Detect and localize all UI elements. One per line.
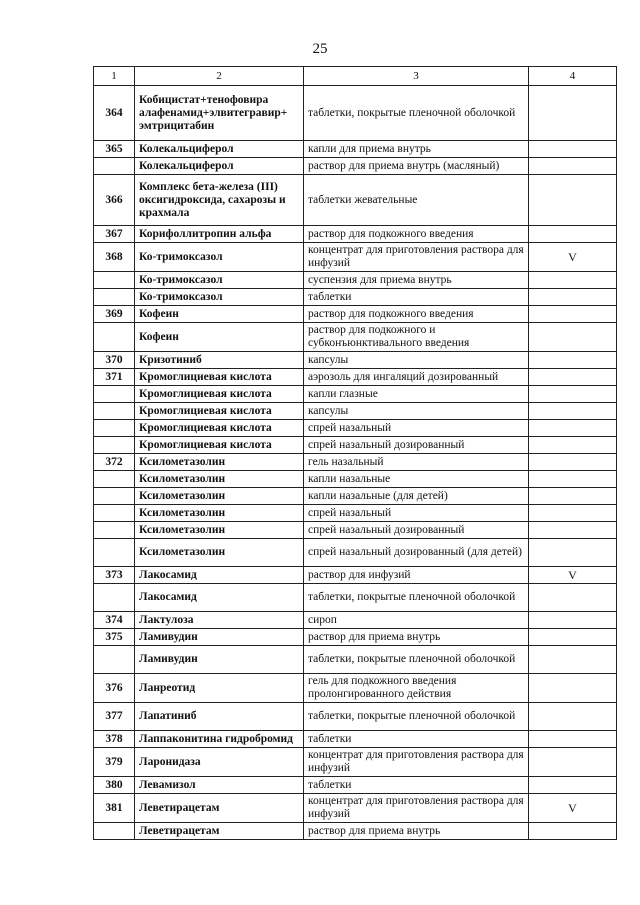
table-row <box>94 471 617 488</box>
dosage-form-cell: таблетки, покрытые пленочной оболочкой <box>304 646 529 674</box>
dosage-form-cell: капли назальные (для детей) <box>304 488 529 505</box>
dosage-form-cell: раствор для приема внутрь <box>304 823 529 840</box>
header-col-1: 1 <box>94 67 135 86</box>
dosage-form-cell: капсулы <box>304 352 529 369</box>
row-number-cell: 365 <box>94 141 135 158</box>
drug-name-cell: Лактулоза <box>135 612 304 629</box>
table-row <box>94 175 617 226</box>
drug-name-cell: Комплекс бета-железа (III) оксигидроксида, сахарозы и крахмала <box>135 175 304 226</box>
dosage-form-cell: раствор для приема внутрь <box>304 629 529 646</box>
drug-name-cell: Кромоглициевая кислота <box>135 403 304 420</box>
table-row <box>94 323 617 352</box>
mark-cell <box>529 352 617 369</box>
row-number-cell: 374 <box>94 612 135 629</box>
dosage-form-cell: спрей назальный <box>304 505 529 522</box>
row-number-cell <box>94 488 135 505</box>
table-row <box>94 369 617 386</box>
drug-name-cell: Ксилометазолин <box>135 471 304 488</box>
drug-name-cell: Левамизол <box>135 777 304 794</box>
row-number-cell: 369 <box>94 306 135 323</box>
drug-name-cell: Кромоглициевая кислота <box>135 369 304 386</box>
table-row <box>94 794 617 823</box>
drug-name-cell: Кризотиниб <box>135 352 304 369</box>
row-number-cell <box>94 403 135 420</box>
dosage-form-cell: спрей назальный дозированный <box>304 522 529 539</box>
table-row <box>94 141 617 158</box>
row-number-cell: 381 <box>94 794 135 823</box>
drug-name-cell: Кромоглициевая кислота <box>135 420 304 437</box>
mark-cell: V <box>529 567 617 584</box>
table-row <box>94 86 617 141</box>
row-number-cell: 378 <box>94 731 135 748</box>
dosage-form-cell: сироп <box>304 612 529 629</box>
mark-cell <box>529 748 617 777</box>
dosage-form-cell: концентрат для приготовления раствора для инфузий <box>304 748 529 777</box>
row-number-cell <box>94 289 135 306</box>
table-row <box>94 243 617 272</box>
mark-cell <box>529 175 617 226</box>
table-row <box>94 703 617 731</box>
page-number: 25 <box>312 41 328 57</box>
drug-name-cell: Леветирацетам <box>135 823 304 840</box>
row-number-cell <box>94 522 135 539</box>
mark-cell <box>529 488 617 505</box>
row-number-cell: 364 <box>94 86 135 141</box>
row-number-cell: 373 <box>94 567 135 584</box>
mark-cell <box>529 777 617 794</box>
dosage-form-cell: таблетки <box>304 777 529 794</box>
mark-cell <box>529 86 617 141</box>
drug-name-cell: Ксилометазолин <box>135 454 304 471</box>
drug-name-cell: Кромоглициевая кислота <box>135 386 304 403</box>
drug-name-cell: Лаппаконитина гидробромид <box>135 731 304 748</box>
mark-cell <box>529 403 617 420</box>
mark-cell <box>529 420 617 437</box>
drug-name-cell: Ко-тримоксазол <box>135 272 304 289</box>
table-row <box>94 505 617 522</box>
drug-name-cell: Ларонидаза <box>135 748 304 777</box>
table-row <box>94 420 617 437</box>
table-row <box>94 612 617 629</box>
table-row <box>94 584 617 612</box>
mark-cell <box>529 612 617 629</box>
drug-name-cell: Корифоллитропин альфа <box>135 226 304 243</box>
dosage-form-cell: таблетки <box>304 289 529 306</box>
table-row <box>94 629 617 646</box>
row-number-cell: 377 <box>94 703 135 731</box>
row-number-cell <box>94 471 135 488</box>
drug-name-cell: Лакосамид <box>135 584 304 612</box>
mark-cell <box>529 386 617 403</box>
drug-name-cell: Кромоглициевая кислота <box>135 437 304 454</box>
mark-cell <box>529 141 617 158</box>
dosage-form-cell: раствор для приема внутрь (масляный) <box>304 158 529 175</box>
row-number-cell: 375 <box>94 629 135 646</box>
row-number-cell: 376 <box>94 674 135 703</box>
dosage-form-cell: раствор для инфузий <box>304 567 529 584</box>
drug-name-cell: Ксилометазолин <box>135 539 304 567</box>
dosage-form-cell: спрей назальный дозированный <box>304 437 529 454</box>
dosage-form-cell: спрей назальный <box>304 420 529 437</box>
drug-name-cell: Кофеин <box>135 306 304 323</box>
header-col-3: 3 <box>304 67 529 86</box>
table-row <box>94 386 617 403</box>
drug-name-cell: Ксилометазолин <box>135 522 304 539</box>
drug-name-cell: Ксилометазолин <box>135 488 304 505</box>
row-number-cell: 379 <box>94 748 135 777</box>
table-row <box>94 437 617 454</box>
table-row <box>94 488 617 505</box>
row-number-cell: 380 <box>94 777 135 794</box>
table-row <box>94 158 617 175</box>
dosage-form-cell: концентрат для приготовления раствора для инфузий <box>304 243 529 272</box>
dosage-form-cell: спрей назальный дозированный (для детей) <box>304 539 529 567</box>
dosage-form-cell: суспензия для приема внутрь <box>304 272 529 289</box>
mark-cell <box>529 539 617 567</box>
drug-name-cell: Лапатиниб <box>135 703 304 731</box>
dosage-form-cell: раствор для подкожного введения <box>304 226 529 243</box>
row-number-cell <box>94 420 135 437</box>
dosage-form-cell: таблетки, покрытые пленочной оболочкой <box>304 86 529 141</box>
mark-cell <box>529 289 617 306</box>
drug-table <box>93 66 617 840</box>
mark-cell <box>529 471 617 488</box>
table-row <box>94 674 617 703</box>
dosage-form-cell: капли глазные <box>304 386 529 403</box>
mark-cell: V <box>529 243 617 272</box>
dosage-form-cell: таблетки <box>304 731 529 748</box>
row-number-cell <box>94 823 135 840</box>
row-number-cell: 366 <box>94 175 135 226</box>
mark-cell <box>529 522 617 539</box>
drug-name-cell: Кобицистат+тенофовира алафенамид+элвитегравир+ эмтрицитабин <box>135 86 304 141</box>
row-number-cell: 367 <box>94 226 135 243</box>
dosage-form-cell: гель для подкожного введения пролонгированного действия <box>304 674 529 703</box>
table-row <box>94 777 617 794</box>
mark-cell <box>529 226 617 243</box>
dosage-form-cell: концентрат для приготовления раствора для инфузий <box>304 794 529 823</box>
table-row <box>94 289 617 306</box>
table-row <box>94 352 617 369</box>
mark-cell <box>529 437 617 454</box>
row-number-cell <box>94 646 135 674</box>
mark-cell <box>529 823 617 840</box>
header-col-4: 4 <box>529 67 617 86</box>
row-number-cell: 371 <box>94 369 135 386</box>
dosage-form-cell: гель назальный <box>304 454 529 471</box>
row-number-cell: 372 <box>94 454 135 471</box>
row-number-cell <box>94 158 135 175</box>
header-col-2: 2 <box>135 67 304 86</box>
table-row <box>94 522 617 539</box>
table-row <box>94 823 617 840</box>
mark-cell <box>529 369 617 386</box>
dosage-form-cell: аэрозоль для ингаляций дозированный <box>304 369 529 386</box>
table-row <box>94 731 617 748</box>
drug-name-cell: Леветирацетам <box>135 794 304 823</box>
dosage-form-cell: таблетки жевательные <box>304 175 529 226</box>
drug-name-cell: Ко-тримоксазол <box>135 243 304 272</box>
table-header-row <box>94 67 617 86</box>
drug-name-cell: Ланреотид <box>135 674 304 703</box>
drug-name-cell: Ксилометазолин <box>135 505 304 522</box>
drug-name-cell: Ко-тримоксазол <box>135 289 304 306</box>
mark-cell <box>529 629 617 646</box>
row-number-cell <box>94 272 135 289</box>
mark-cell <box>529 306 617 323</box>
row-number-cell <box>94 539 135 567</box>
table-row <box>94 454 617 471</box>
mark-cell <box>529 674 617 703</box>
mark-cell <box>529 272 617 289</box>
table-row <box>94 403 617 420</box>
dosage-form-cell: раствор для подкожного и субконъюнктивального введения <box>304 323 529 352</box>
mark-cell <box>529 454 617 471</box>
mark-cell <box>529 158 617 175</box>
mark-cell: V <box>529 794 617 823</box>
table-row <box>94 306 617 323</box>
row-number-cell: 370 <box>94 352 135 369</box>
table-row <box>94 646 617 674</box>
table-row <box>94 226 617 243</box>
dosage-form-cell: раствор для подкожного введения <box>304 306 529 323</box>
drug-name-cell: Ламивудин <box>135 646 304 674</box>
table-row <box>94 567 617 584</box>
mark-cell <box>529 505 617 522</box>
dosage-form-cell: таблетки, покрытые пленочной оболочкой <box>304 703 529 731</box>
dosage-form-cell: капли назальные <box>304 471 529 488</box>
mark-cell <box>529 646 617 674</box>
table-row <box>94 272 617 289</box>
dosage-form-cell: капли для приема внутрь <box>304 141 529 158</box>
drug-name-cell: Колекальциферол <box>135 158 304 175</box>
mark-cell <box>529 731 617 748</box>
row-number-cell <box>94 584 135 612</box>
row-number-cell <box>94 386 135 403</box>
table-row <box>94 539 617 567</box>
dosage-form-cell: капсулы <box>304 403 529 420</box>
row-number-cell <box>94 505 135 522</box>
row-number-cell <box>94 323 135 352</box>
row-number-cell: 368 <box>94 243 135 272</box>
table-row <box>94 748 617 777</box>
mark-cell <box>529 323 617 352</box>
drug-name-cell: Кофеин <box>135 323 304 352</box>
dosage-form-cell: таблетки, покрытые пленочной оболочкой <box>304 584 529 612</box>
mark-cell <box>529 703 617 731</box>
drug-name-cell: Колекальциферол <box>135 141 304 158</box>
drug-name-cell: Ламивудин <box>135 629 304 646</box>
row-number-cell <box>94 437 135 454</box>
mark-cell <box>529 584 617 612</box>
drug-name-cell: Лакосамид <box>135 567 304 584</box>
